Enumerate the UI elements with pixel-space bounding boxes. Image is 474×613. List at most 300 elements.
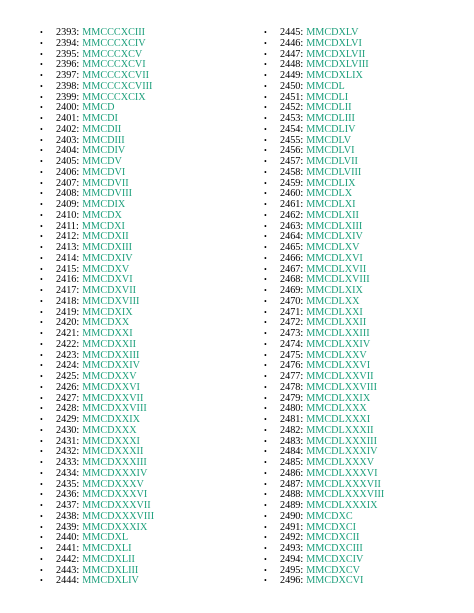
roman-numeral-link[interactable]: MMCDLVI <box>306 145 355 157</box>
bullet-icon: • <box>40 81 43 91</box>
arabic-number: 2443 <box>56 564 77 576</box>
arabic-number: 2470 <box>280 295 301 307</box>
roman-numeral-link[interactable]: MMCDXXIII <box>82 349 140 361</box>
roman-numeral-link[interactable]: MMCDLX <box>306 188 353 200</box>
bullet-icon: • <box>40 307 43 317</box>
bullet-icon: • <box>40 382 43 392</box>
separator-colon: : <box>300 532 304 544</box>
roman-numeral-link[interactable]: MMCDXXIX <box>82 414 140 425</box>
bullet-icon: • <box>264 38 267 48</box>
bullet-icon: • <box>40 124 43 134</box>
separator-colon: : <box>76 27 80 38</box>
arabic-number: 2481 <box>280 414 301 425</box>
separator-colon: : <box>76 521 80 533</box>
list-item <box>264 211 464 222</box>
roman-numeral-link[interactable]: MMCDIV <box>82 145 126 157</box>
separator-colon: : <box>300 209 304 221</box>
bullet-icon: • <box>264 522 267 532</box>
bullet-icon: • <box>40 71 43 80</box>
roman-numeral-link[interactable]: MMCDV <box>82 156 122 167</box>
arabic-number: 2487 <box>280 478 301 490</box>
separator-colon: : <box>76 510 80 522</box>
separator-colon: : <box>76 156 80 167</box>
list-item <box>40 383 240 394</box>
arabic-number: 2451 <box>280 91 301 103</box>
roman-numeral-link[interactable]: MMCDLXXI <box>306 306 363 318</box>
roman-numeral-link[interactable]: MMCDXXI <box>82 328 133 339</box>
bullet-icon: • <box>40 49 43 59</box>
bullet-icon: • <box>264 576 267 586</box>
roman-numeral-link[interactable]: MMCDXXXIX <box>82 521 148 533</box>
roman-numeral-link[interactable]: MMCDXXXI <box>82 435 140 447</box>
separator-colon: : <box>300 478 304 490</box>
list-item <box>264 82 464 93</box>
arabic-number: 2461 <box>280 199 301 210</box>
list-item <box>40 211 240 222</box>
separator-colon: : <box>300 371 304 382</box>
list-item <box>40 254 240 265</box>
separator-colon: : <box>76 37 80 49</box>
roman-numeral-link[interactable]: MMCCCXCVI <box>82 59 146 71</box>
separator-colon: : <box>300 489 304 501</box>
arabic-number: 2402 <box>56 123 77 135</box>
arabic-number: 2425 <box>56 371 77 382</box>
right-numeral-list <box>264 28 464 587</box>
separator-colon: : <box>76 575 80 587</box>
arabic-number: 2416 <box>56 274 77 286</box>
roman-numeral-link[interactable]: MMCDLII <box>306 102 352 114</box>
arabic-number: 2414 <box>56 252 77 264</box>
roman-numeral-link[interactable]: MMCDXLVIII <box>306 59 369 71</box>
arabic-number: 2397 <box>56 70 77 81</box>
roman-numeral-link[interactable]: MMCDLXIV <box>306 231 363 243</box>
bullet-icon: • <box>40 458 43 467</box>
bullet-icon: • <box>40 329 43 338</box>
arabic-number: 2406 <box>56 166 77 178</box>
roman-numeral-link[interactable]: MMCDXI <box>81 220 125 232</box>
roman-numeral-link[interactable]: MMCDXXXVII <box>82 500 151 511</box>
arabic-number: 2480 <box>280 403 301 415</box>
separator-colon: : <box>76 188 80 200</box>
separator-colon: : <box>300 392 304 404</box>
arabic-number: 2405 <box>56 156 77 167</box>
arabic-number: 2444 <box>56 575 77 587</box>
arabic-number: 2424 <box>56 360 77 372</box>
bullet-icon: • <box>40 501 43 510</box>
roman-numeral-link[interactable]: MMCDL <box>306 80 345 92</box>
bullet-icon: • <box>264 479 267 489</box>
arabic-number: 2479 <box>280 392 301 404</box>
separator-colon: : <box>76 424 80 436</box>
separator-colon: : <box>300 317 304 329</box>
roman-numeral-link[interactable]: MMCDLI <box>306 91 349 103</box>
arabic-number: 2483 <box>280 435 301 447</box>
bullet-icon: • <box>264 81 267 91</box>
bullet-icon: • <box>264 415 267 424</box>
roman-numeral-link[interactable]: MMCDII <box>82 123 122 135</box>
bullet-icon: • <box>40 490 43 500</box>
roman-numeral-link[interactable]: MMCDXCII <box>306 532 360 544</box>
arabic-number: 2493 <box>280 543 301 554</box>
roman-numeral-link[interactable]: MMCDXLVI <box>306 37 362 49</box>
roman-numeral-link[interactable]: MMCDLXXII <box>306 317 367 329</box>
roman-numeral-link[interactable]: MMCCCXCIV <box>82 37 146 49</box>
bullet-icon: • <box>264 264 267 274</box>
arabic-number: 2458 <box>280 166 301 178</box>
arabic-number: 2422 <box>56 338 77 350</box>
arabic-number: 2434 <box>56 467 77 479</box>
roman-numeral-link[interactable]: MMCDLIII <box>306 113 355 124</box>
bullet-icon: • <box>40 189 43 199</box>
bullet-icon: • <box>264 350 267 360</box>
roman-numeral-link[interactable]: MMCDXVII <box>82 285 136 296</box>
arabic-number: 2476 <box>280 360 301 372</box>
arabic-number: 2439 <box>56 521 77 533</box>
bullet-icon: • <box>264 468 267 478</box>
list-item <box>264 469 464 480</box>
roman-numeral-link[interactable]: MMCCCXCVIII <box>82 80 153 92</box>
roman-numeral-link[interactable]: MMCDLXXVI <box>306 360 371 372</box>
arabic-number: 2423 <box>56 349 77 361</box>
separator-colon: : <box>76 285 80 296</box>
roman-numeral-link[interactable]: MMCDI <box>82 113 118 124</box>
roman-numeral-link[interactable]: MMCDXLIV <box>82 575 139 587</box>
roman-numeral-link[interactable]: MMCDXLIII <box>82 564 139 576</box>
roman-numeral-link[interactable]: MMCDXXXII <box>82 446 144 458</box>
bullet-icon: • <box>264 554 267 564</box>
bullet-icon: • <box>40 447 43 457</box>
roman-numeral-link[interactable]: MMCDXXXIV <box>82 467 148 479</box>
roman-numeral-link[interactable]: MMCDXXVII <box>82 392 144 404</box>
arabic-number: 2419 <box>56 306 77 318</box>
roman-numeral-link[interactable]: MMCDXXII <box>82 338 136 350</box>
roman-numeral-link[interactable]: MMCDLXXXVI <box>306 467 378 479</box>
roman-numeral-link[interactable]: MMCDXIV <box>82 252 133 264</box>
roman-numeral-link[interactable]: MMCCCXCIX <box>82 91 146 103</box>
arabic-number: 2477 <box>280 371 301 382</box>
list-item <box>264 383 464 394</box>
roman-numeral-link[interactable]: MMCDXXV <box>82 371 137 382</box>
roman-numeral-link[interactable]: MMCDXXXIII <box>82 457 147 468</box>
separator-colon: : <box>300 467 304 479</box>
list-item <box>40 469 240 480</box>
bullet-icon: • <box>40 361 43 371</box>
arabic-number: 2420 <box>56 317 77 329</box>
roman-numeral-link[interactable]: MMCDLXII <box>306 209 359 221</box>
arabic-number: 2413 <box>56 242 77 253</box>
separator-colon: : <box>300 91 304 103</box>
roman-numeral-link[interactable]: MMCDXLV <box>306 27 359 38</box>
separator-colon: : <box>300 521 304 533</box>
roman-numeral-link[interactable]: MMCDLVII <box>306 156 358 167</box>
bullet-icon: • <box>264 178 267 188</box>
separator-colon: : <box>76 478 80 490</box>
roman-numeral-link[interactable]: MMCDLXVII <box>306 263 367 275</box>
arabic-number: 2489 <box>280 500 301 511</box>
roman-numeral-link[interactable]: MMCDLXXXIII <box>306 435 377 447</box>
separator-colon: : <box>76 177 80 189</box>
roman-numeral-link[interactable]: MMCDLXV <box>306 242 360 253</box>
bullet-icon: • <box>40 28 43 37</box>
bullet-icon: • <box>264 425 267 435</box>
separator-colon: : <box>76 360 80 372</box>
arabic-number: 2417 <box>56 285 77 296</box>
bullet-icon: • <box>40 232 43 242</box>
roman-numeral-link[interactable]: MMCDXVI <box>82 274 133 286</box>
roman-numeral-link[interactable]: MMCDXCVI <box>306 575 364 587</box>
bullet-icon: • <box>40 468 43 478</box>
bullet-icon: • <box>264 393 267 403</box>
roman-numeral-link[interactable]: MMCDLXI <box>306 199 356 210</box>
bullet-icon: • <box>264 221 267 231</box>
bullet-icon: • <box>40 522 43 532</box>
roman-numeral-link[interactable]: MMCDLXXV <box>306 349 367 361</box>
bullet-icon: • <box>40 221 43 231</box>
roman-numeral-link[interactable]: MMCDVI <box>82 166 126 178</box>
separator-colon: : <box>300 134 304 146</box>
roman-numeral-link[interactable]: MMCDXCIII <box>306 543 363 554</box>
separator-colon: : <box>76 489 80 501</box>
arabic-number: 2471 <box>280 306 301 318</box>
roman-numeral-link[interactable]: MMCDLXXXVIII <box>306 489 385 501</box>
arabic-number: 2393 <box>56 27 77 38</box>
roman-numeral-link[interactable]: MMCDXXXV <box>82 478 144 490</box>
roman-numeral-link[interactable]: MMCDXX <box>82 317 130 329</box>
bullet-icon: • <box>264 436 267 446</box>
bullet-icon: • <box>264 243 267 252</box>
separator-colon: : <box>76 263 80 275</box>
separator-colon: : <box>300 188 304 200</box>
bullet-icon: • <box>40 253 43 263</box>
roman-numeral-link[interactable]: MMCDLXXVII <box>306 371 374 382</box>
separator-colon: : <box>300 360 304 372</box>
bullet-icon: • <box>40 404 43 414</box>
bullet-icon: • <box>40 393 43 403</box>
roman-numeral-link[interactable]: MMCDLXXIV <box>306 338 371 350</box>
separator-colon: : <box>76 553 80 565</box>
roman-numeral-link[interactable]: MMCDXVIII <box>82 295 140 307</box>
bullet-icon: • <box>264 28 267 37</box>
bullet-icon: • <box>264 565 267 575</box>
separator-colon: : <box>76 252 80 264</box>
separator-colon: : <box>76 80 80 92</box>
list-item <box>264 576 464 587</box>
roman-numeral-link[interactable]: MMCDLXXXVII <box>306 478 381 490</box>
roman-numeral-link[interactable]: MMCDLXXXIV <box>306 446 378 458</box>
separator-colon: : <box>300 123 304 135</box>
arabic-number: 2396 <box>56 59 77 71</box>
separator-colon: : <box>76 59 80 71</box>
arabic-number: 2431 <box>56 435 77 447</box>
list-item <box>40 426 240 437</box>
list-item <box>264 512 464 523</box>
arabic-number: 2463 <box>280 220 301 232</box>
separator-colon: : <box>300 113 304 124</box>
arabic-number: 2395 <box>56 48 77 60</box>
roman-numeral-link[interactable]: MMCDXII <box>82 231 129 243</box>
list-item <box>264 426 464 437</box>
list-item <box>40 125 240 136</box>
arabic-number: 2491 <box>280 521 301 533</box>
bullet-icon: • <box>264 511 267 521</box>
arabic-number: 2438 <box>56 510 77 522</box>
arabic-number: 2418 <box>56 295 77 307</box>
roman-numeral-link[interactable]: MMCCCXCVII <box>82 70 150 81</box>
roman-numeral-link[interactable]: MMCDXCI <box>306 521 357 533</box>
arabic-number: 2429 <box>56 414 77 425</box>
separator-colon: : <box>300 575 304 587</box>
arabic-number: 2403 <box>56 134 77 146</box>
roman-numeral-link[interactable]: MMCDXLII <box>82 553 135 565</box>
separator-colon: : <box>76 543 80 554</box>
separator-colon: : <box>300 435 304 447</box>
bullet-icon: • <box>264 404 267 414</box>
arabic-number: 2459 <box>280 177 301 189</box>
separator-colon: : <box>300 403 304 415</box>
roman-numeral-link[interactable]: MMCDLXXX <box>306 403 367 415</box>
bullet-icon: • <box>264 146 267 156</box>
list-item <box>264 168 464 179</box>
arabic-number: 2447 <box>280 48 301 60</box>
arabic-number: 2394 <box>56 37 77 49</box>
bullet-icon: • <box>264 135 267 145</box>
roman-numeral-link[interactable]: MMCDXLVII <box>306 48 366 60</box>
arabic-number: 2464 <box>280 231 301 243</box>
list-item <box>40 555 240 566</box>
roman-numeral-link[interactable]: MMCDLXXIX <box>306 392 371 404</box>
roman-numeral-link[interactable]: MMCDXXVI <box>82 381 140 393</box>
roman-numeral-link[interactable]: MMCDXV <box>82 263 130 275</box>
separator-colon: : <box>76 403 80 415</box>
roman-numeral-link[interactable]: MMCDLXIII <box>306 220 363 232</box>
separator-colon: : <box>76 349 80 361</box>
bullet-icon: • <box>264 318 267 328</box>
roman-numeral-link[interactable]: MMCDLXVI <box>306 252 363 264</box>
roman-numeral-link[interactable]: MMCDVII <box>82 177 129 189</box>
roman-numeral-link[interactable]: MMCDLXXXI <box>306 414 371 425</box>
bullet-icon: • <box>264 167 267 177</box>
roman-numeral-link[interactable]: MMCDXIX <box>82 306 133 318</box>
roman-numeral-link[interactable]: MMCDLV <box>306 134 352 146</box>
roman-numeral-link[interactable]: MMCDLIV <box>306 123 356 135</box>
arabic-number: 2457 <box>280 156 301 167</box>
bullet-icon: • <box>264 447 267 457</box>
bullet-icon: • <box>40 114 43 123</box>
roman-numeral-link[interactable]: MMCDXCV <box>306 564 360 576</box>
roman-numeral-link[interactable]: MMCDIII <box>82 134 125 146</box>
roman-numeral-link[interactable]: MMCDXLI <box>82 543 132 554</box>
roman-numeral-link[interactable]: MMCDXXXVIII <box>82 510 155 522</box>
arabic-number: 2460 <box>280 188 301 200</box>
bullet-icon: • <box>264 71 267 80</box>
roman-numeral-link[interactable]: MMCDXIII <box>82 242 133 253</box>
roman-numeral-link[interactable]: MMCDLIX <box>306 177 356 189</box>
roman-numeral-link[interactable]: MMCDVIII <box>82 188 133 200</box>
arabic-number: 2452 <box>280 102 301 114</box>
roman-numeral-link[interactable]: MMCD <box>82 102 115 114</box>
roman-numeral-link[interactable]: MMCDXC <box>306 510 353 522</box>
bullet-icon: • <box>40 565 43 575</box>
separator-colon: : <box>76 317 80 329</box>
roman-numeral-link[interactable]: MMCDX <box>82 209 122 221</box>
roman-numeral-link[interactable]: MMCDXXIV <box>82 360 140 372</box>
bullet-icon: • <box>264 275 267 285</box>
separator-colon: : <box>300 349 304 361</box>
bullet-icon: • <box>40 350 43 360</box>
arabic-number: 2468 <box>280 274 301 286</box>
arabic-number: 2473 <box>280 328 301 339</box>
roman-numeral-link[interactable]: MMCDXXXVI <box>82 489 148 501</box>
roman-numeral-link[interactable]: MMCDLXXXII <box>306 424 374 436</box>
separator-colon: : <box>300 231 304 243</box>
arabic-number: 2401 <box>56 113 77 124</box>
arabic-number: 2484 <box>280 446 301 458</box>
bullet-icon: • <box>40 554 43 564</box>
separator-colon: : <box>76 457 80 468</box>
bullet-icon: • <box>264 189 267 199</box>
separator-colon: : <box>76 123 80 135</box>
roman-numeral-link[interactable]: MMCDLXX <box>306 295 360 307</box>
bullet-icon: • <box>264 458 267 467</box>
separator-colon: : <box>76 306 80 318</box>
roman-numeral-link[interactable]: MMCDXCIV <box>306 553 364 565</box>
arabic-number: 2450 <box>280 80 301 92</box>
separator-colon: : <box>300 242 304 253</box>
roman-numeral-link[interactable]: MMCCCXCV <box>82 48 143 60</box>
roman-numeral-link[interactable]: MMCCCXCIII <box>82 27 146 38</box>
bullet-icon: • <box>40 296 43 306</box>
arabic-number: 2430 <box>56 424 77 436</box>
roman-numeral-link[interactable]: MMCDXLIX <box>306 70 363 81</box>
arabic-number: 2433 <box>56 457 77 468</box>
bullet-icon: • <box>264 372 267 381</box>
bullet-icon: • <box>264 200 267 209</box>
bullet-icon: • <box>40 103 43 113</box>
separator-colon: : <box>300 328 304 339</box>
bullet-icon: • <box>264 329 267 338</box>
roman-numeral-link[interactable]: MMCDLXXXIX <box>306 500 378 511</box>
arabic-number: 2399 <box>56 91 77 103</box>
roman-numeral-link[interactable]: MMCDLXVIII <box>306 274 370 286</box>
arabic-number: 2472 <box>280 317 301 329</box>
roman-numeral-link[interactable]: MMCDLXXVIII <box>306 381 377 393</box>
roman-numeral-link[interactable]: MMCDXXVIII <box>82 403 147 415</box>
separator-colon: : <box>76 435 80 447</box>
separator-colon: : <box>300 457 304 468</box>
bullet-icon: • <box>40 544 43 553</box>
separator-colon: : <box>300 285 304 296</box>
roman-numeral-link[interactable]: MMCDLXXXV <box>306 457 375 468</box>
roman-numeral-link[interactable]: MMCDXXX <box>82 424 137 436</box>
arabic-number: 2446 <box>280 37 301 49</box>
roman-numeral-link[interactable]: MMCDLXXIII <box>306 328 370 339</box>
roman-numeral-link[interactable]: MMCDLXIX <box>306 285 363 296</box>
list-item <box>264 254 464 265</box>
roman-numeral-link[interactable]: MMCDIX <box>82 199 126 210</box>
bullet-icon: • <box>40 243 43 252</box>
arabic-number: 2440 <box>56 532 77 544</box>
separator-colon: : <box>76 532 80 544</box>
roman-numeral-link[interactable]: MMCDLVIII <box>306 166 362 178</box>
arabic-number: 2408 <box>56 188 77 200</box>
bullet-icon: • <box>264 296 267 306</box>
bullet-icon: • <box>264 307 267 317</box>
bullet-icon: • <box>40 318 43 328</box>
separator-colon: : <box>76 338 80 350</box>
roman-numeral-link[interactable]: MMCDXL <box>82 532 129 544</box>
arabic-number: 2449 <box>280 70 301 81</box>
bullet-icon: • <box>40 415 43 424</box>
